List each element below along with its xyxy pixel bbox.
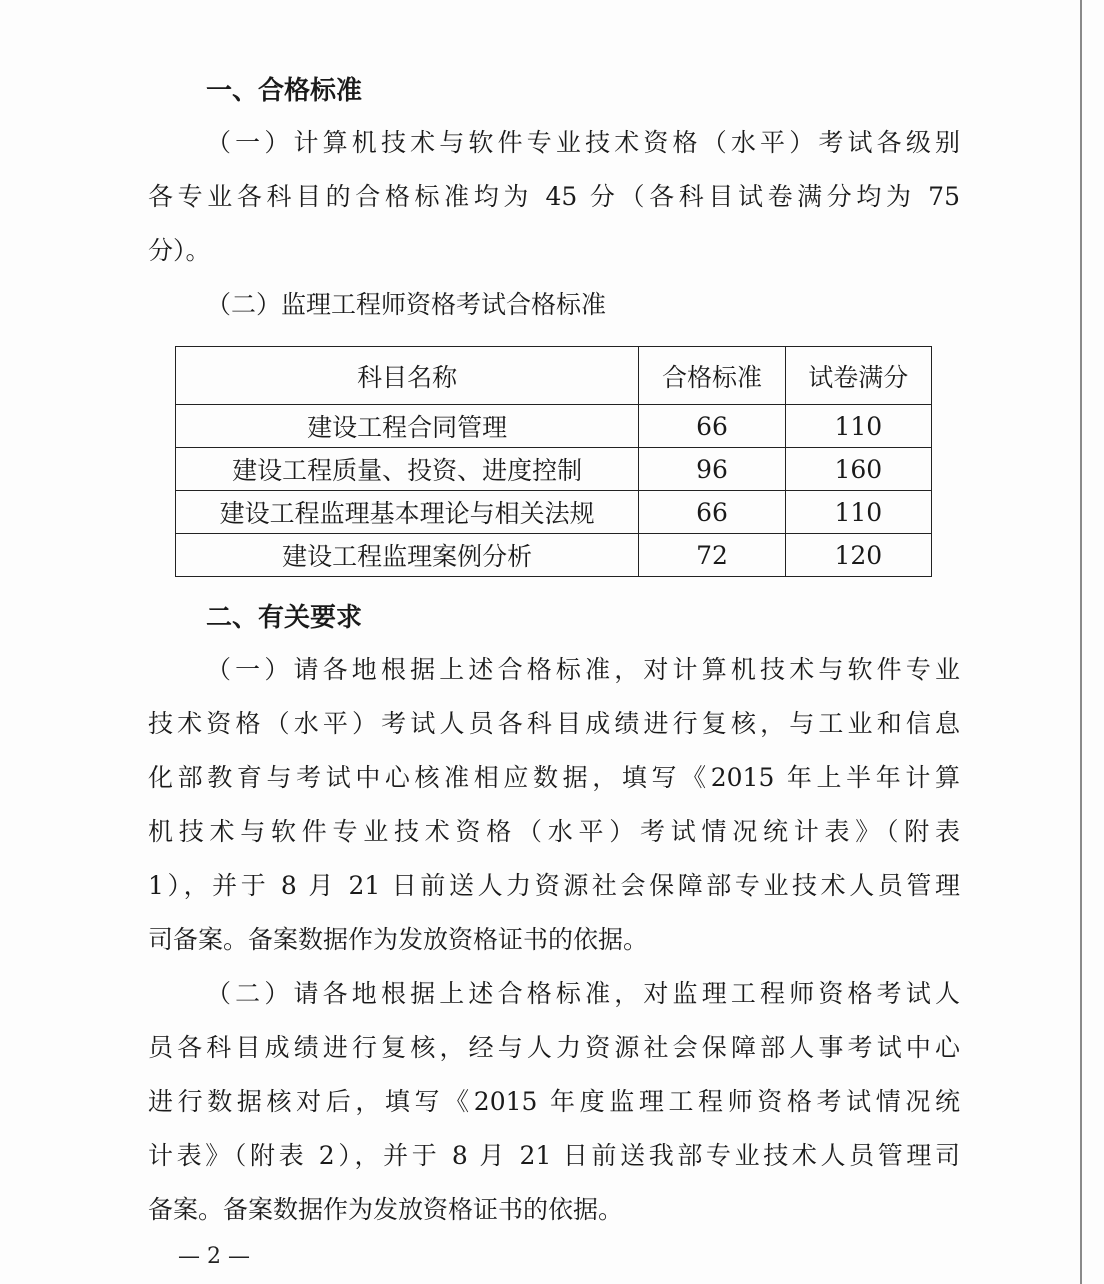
table-row	[176, 534, 932, 577]
column-header-full-score: 试卷满分	[785, 347, 931, 405]
paragraph-line: 机技术与软件专业技术资格（水平）考试情况统计表》（附表	[148, 817, 960, 846]
table-row	[176, 448, 932, 491]
table-row	[176, 491, 932, 534]
paragraph-line: 进行数据核对后，填写《2015 年度监理工程师资格考试情况统	[148, 1087, 960, 1116]
page-edge-divider	[1080, 0, 1082, 1284]
column-header-pass-standard: 合格标准	[639, 347, 785, 405]
paragraph-line: 化部教育与考试中心核准相应数据，填写《2015 年上半年计算	[148, 763, 960, 792]
paragraph-line: 司备案。备案数据作为发放资格证书的依据。	[148, 925, 649, 954]
cell-pass-standard: 96	[639, 448, 785, 491]
paragraph-line: 各专业各科目的合格标准均为 45 分（各科目试卷满分均为 75	[148, 182, 960, 211]
paragraph-line: （一）计算机技术与软件专业技术资格（水平）考试各级别	[206, 128, 960, 157]
paragraph-line: 1），并于 8 月 21 日前送人力资源社会保障部专业技术人员管理	[148, 871, 960, 900]
cell-subject-name: 建设工程监理案例分析	[176, 534, 639, 577]
paragraph-line: 员各科目成绩进行复核，经与人力资源社会保障部人事考试中心	[148, 1033, 960, 1062]
section-heading-qualification-standard: 一、合格标准	[206, 76, 363, 106]
paragraph-line: 计表》（附表 2），并于 8 月 21 日前送我部专业技术人员管理司	[148, 1141, 960, 1170]
cell-subject-name: 建设工程合同管理	[176, 405, 639, 448]
page-number: — 2 —	[178, 1244, 250, 1269]
cell-pass-standard: 66	[639, 405, 785, 448]
paragraph-line: 备案。备案数据作为发放资格证书的依据。	[148, 1195, 624, 1224]
cell-pass-standard: 66	[639, 491, 785, 534]
qualification-standard-table	[175, 346, 932, 577]
cell-full-score: 120	[785, 534, 931, 577]
table-header-row	[176, 347, 932, 405]
cell-subject-name: 建设工程监理基本理论与相关法规	[176, 491, 639, 534]
cell-pass-standard: 72	[639, 534, 785, 577]
column-header-subject-name: 科目名称	[176, 347, 639, 405]
paragraph-line: 技术资格（水平）考试人员各科目成绩进行复核，与工业和信息	[148, 709, 960, 738]
cell-full-score: 160	[785, 448, 931, 491]
cell-full-score: 110	[785, 405, 931, 448]
cell-full-score: 110	[785, 491, 931, 534]
section-heading-requirements: 二、有关要求	[206, 603, 363, 633]
paragraph-line: （一）请各地根据上述合格标准，对计算机技术与软件专业	[206, 655, 960, 684]
cell-subject-name: 建设工程质量、投资、进度控制	[176, 448, 639, 491]
paragraph-line: （二）请各地根据上述合格标准，对监理工程师资格考试人	[206, 979, 960, 1008]
paragraph-line: 分）。	[148, 236, 211, 265]
table-row	[176, 405, 932, 448]
subheading-supervision-engineer: （二）监理工程师资格考试合格标准	[206, 290, 607, 319]
